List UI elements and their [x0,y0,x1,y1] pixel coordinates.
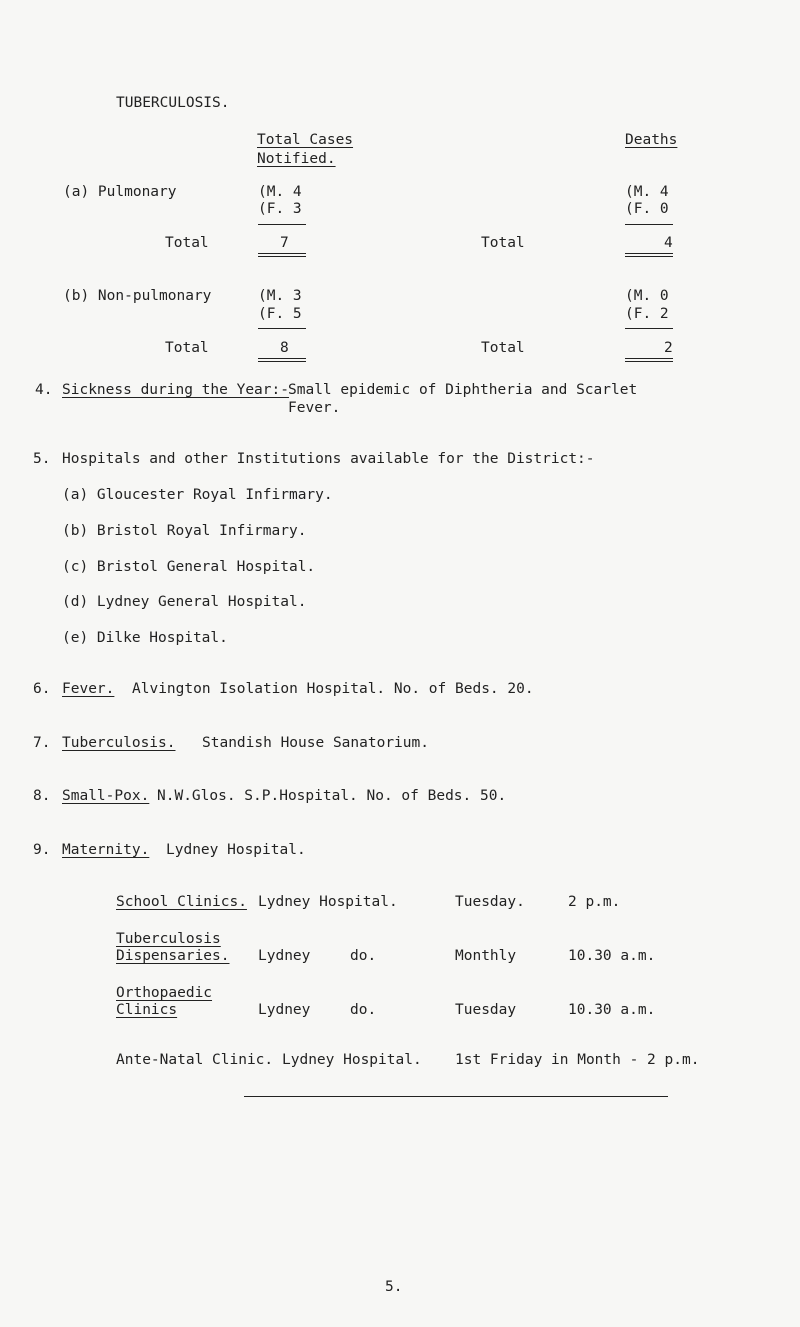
page-number: 5. [385,1279,403,1295]
pulmonary-deaths-double-rule [625,253,673,257]
pulmonary-deaths-total: 4 [664,235,673,251]
pulmonary-label: (a) Pulmonary [63,184,177,200]
section-5-number: 5. [33,451,51,467]
non-pulmonary-deaths-total: 2 [664,340,673,356]
school-clinics-day: Tuesday. [455,894,525,910]
pulmonary-total-label: Total [165,235,209,251]
antenatal-clinic-label: Ante-Natal Clinic. [116,1052,274,1068]
orthopaedic-clinics-ditto: do. [350,1002,377,1018]
section-7-label: Tuberculosis. [62,735,176,751]
section-7-number: 7. [33,735,51,751]
non-pulmonary-deaths-male: (M. 0 [625,288,669,304]
non-pulmonary-cases-double-rule [258,358,306,362]
section-8-label: Small-Pox. [62,788,150,804]
pulmonary-cases-total: 7 [280,235,289,251]
page-heading: TUBERCULOSIS. [116,95,230,111]
section-4-heading: Sickness during the Year:- [62,382,289,398]
hospital-list-item: (a) Gloucester Royal Infirmary. [62,487,333,503]
tb-dispensaries-place: Lydney [258,948,311,964]
section-6-number: 6. [33,681,51,697]
col-header-total-cases: Total Cases [257,132,354,148]
orthopaedic-clinics-time: 10.30 a.m. [568,1002,656,1018]
orthopaedic-clinics-day: Tuesday [455,1002,517,1018]
section-8-number: 8. [33,788,51,804]
section-9-text: Lydney Hospital. [166,842,306,858]
col-header-notified: Notified. [257,151,336,167]
non-pulmonary-deaths-double-rule [625,358,673,362]
non-pulmonary-cases-total: 8 [280,340,289,356]
tb-dispensaries-label-line1: Tuberculosis [116,931,221,947]
pulmonary-deaths-female: (F. 0 [625,201,669,217]
hospital-list-item: (e) Dilke Hospital. [62,630,228,646]
hospital-list-item: (c) Bristol General Hospital. [62,559,316,575]
school-clinics-place: Lydney Hospital. [258,894,398,910]
antenatal-clinic-schedule: 1st Friday in Month - 2 p.m. [455,1052,700,1068]
pulmonary-cases-female: (F. 3 [258,201,302,217]
non-pulmonary-deaths-female: (F. 2 [625,306,669,322]
hospital-list-item: (d) Lydney General Hospital. [62,594,307,610]
non-pulmonary-cases-rule [258,328,306,329]
tb-dispensaries-ditto: do. [350,948,377,964]
non-pulmonary-cases-male: (M. 3 [258,288,302,304]
pulmonary-cases-rule [258,224,306,225]
section-4-text-line2: Fever. [288,400,341,416]
non-pulmonary-label: (b) Non-pulmonary [63,288,212,304]
pulmonary-deaths-male: (M. 4 [625,184,669,200]
section-9-label: Maternity. [62,842,150,858]
section-4-text-line1: Small epidemic of Diphtheria and Scarlet [288,382,638,398]
non-pulmonary-deaths-total-label: Total [481,340,525,356]
tb-dispensaries-day: Monthly [455,948,517,964]
section-8-text: N.W.Glos. S.P.Hospital. No. of Beds. 50. [157,788,507,804]
section-5-heading: Hospitals and other Institutions available for the District:- [62,451,595,467]
orthopaedic-clinics-place: Lydney [258,1002,311,1018]
pulmonary-deaths-rule [625,224,673,225]
tb-dispensaries-time: 10.30 a.m. [568,948,656,964]
orthopaedic-clinics-label-line1: Orthopaedic [116,985,213,1001]
antenatal-clinic-place: Lydney Hospital. [282,1052,422,1068]
pulmonary-cases-male: (M. 4 [258,184,302,200]
section-6-text: Alvington Isolation Hospital. No. of Beds. 20. [132,681,534,697]
school-clinics-time: 2 p.m. [568,894,621,910]
pulmonary-cases-double-rule [258,253,306,257]
end-rule [244,1096,668,1097]
hospital-list-item: (b) Bristol Royal Infirmary. [62,523,307,539]
school-clinics-label: School Clinics. [116,894,247,910]
section-7-text: Standish House Sanatorium. [202,735,429,751]
orthopaedic-clinics-label-line2: Clinics [116,1002,178,1018]
section-9-number: 9. [33,842,51,858]
pulmonary-deaths-total-label: Total [481,235,525,251]
section-6-label: Fever. [62,681,115,697]
col-header-deaths: Deaths [625,132,678,148]
non-pulmonary-cases-female: (F. 5 [258,306,302,322]
non-pulmonary-total-label: Total [165,340,209,356]
section-4-number: 4. [35,382,53,398]
tb-dispensaries-label-line2: Dispensaries. [116,948,230,964]
non-pulmonary-deaths-rule [625,328,673,329]
